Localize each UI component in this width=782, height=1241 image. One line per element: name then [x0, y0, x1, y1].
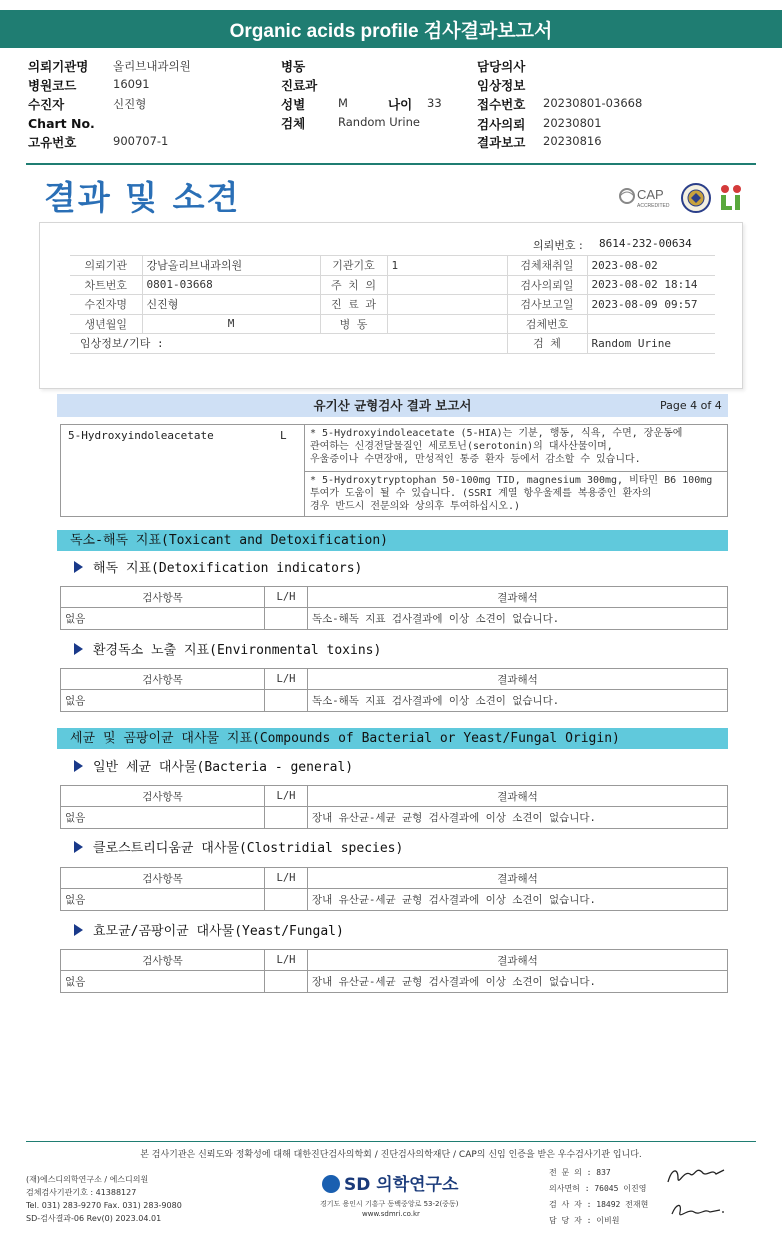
- cell: 없음: [61, 608, 265, 630]
- cell: 병 동: [320, 314, 387, 334]
- table-header-row: [61, 950, 728, 971]
- table-header-row: [61, 587, 728, 608]
- header-cell: 검사항목: [61, 669, 265, 690]
- lab-address-block: (재)에스디의학연구소 / 에스디의원 검체검사기관기호 : 41388127 Tel. 031) 283-9270 Fax. 031) 283-9080 SD-검사결과-06 Rev(0) 2023.04.01: [26, 1175, 182, 1223]
- table-header-row: [61, 868, 728, 889]
- recommendation-note: * 5-Hydroxytryptophan 50-100mg TID, magnesium 300mg, 비타민 B6 100mg 투여가 도움이 될 수 있습니다. (SSRI 계열 항우울제를 복용중인 환자의 경우 반드시 전문의와 상의후 투여하십시오.): [310, 475, 713, 512]
- cell: 0801-03668: [142, 275, 320, 295]
- info-value: Random Urine: [338, 115, 420, 129]
- header-cell: 결과해석: [308, 868, 728, 889]
- result-table: [60, 586, 728, 630]
- cell: 없음: [61, 807, 265, 829]
- table-row: [61, 608, 728, 630]
- signature-image: [664, 1196, 734, 1224]
- header-cell: L/H: [265, 868, 308, 889]
- header-cell: 검사항목: [61, 868, 265, 889]
- cell: 검체채취일: [507, 256, 587, 276]
- header-cell: L/H: [265, 587, 308, 608]
- result-table: [60, 949, 728, 993]
- header-cell: 결과해석: [308, 669, 728, 690]
- sd-logo: SD 의학연구소: [322, 1170, 458, 1195]
- info-label: 고유번호: [28, 135, 77, 150]
- cell: 2023-08-02: [587, 256, 715, 276]
- subsection-title: 클로스트리디움균 대사물(Clostridial species): [74, 837, 403, 856]
- triangle-right-icon: [74, 924, 83, 936]
- cell: 장내 유산균-세균 균형 검사결과에 이상 소견이 없습니다.: [308, 889, 728, 911]
- info-label: 병동: [281, 59, 306, 74]
- table-row: [61, 971, 728, 993]
- table-header-row: [61, 669, 728, 690]
- cell: 검사의뢰일: [507, 275, 587, 295]
- result-table: [60, 668, 728, 712]
- cap-accredited-logo: [618, 184, 676, 210]
- cell: [265, 889, 308, 911]
- header-cell: 결과해석: [308, 950, 728, 971]
- cell: 없음: [61, 971, 265, 993]
- signature-image: [664, 1162, 734, 1190]
- result-table: [60, 785, 728, 829]
- result-table: [60, 867, 728, 911]
- divider: [304, 471, 728, 472]
- cell: 수진자명: [70, 295, 142, 315]
- cell: 독소-해독 지표 검사결과에 이상 소견이 없습니다.: [308, 690, 728, 712]
- cell: 검체번호: [507, 314, 587, 334]
- subsection-title: 일반 세균 대사물(Bacteria - general): [74, 756, 353, 775]
- info-value: 16091: [113, 77, 150, 91]
- cell: [265, 608, 308, 630]
- clinical-info-label: 임상정보/기타 :: [70, 334, 507, 354]
- cell: 2023-08-02 18:14: [587, 275, 715, 295]
- cell: [387, 275, 507, 295]
- cell: 신진형: [142, 295, 320, 315]
- table-row: [61, 690, 728, 712]
- section-title: 독소-해독 지표(Toxicant and Detoxification): [70, 533, 388, 548]
- analyte-lh: L: [280, 429, 287, 442]
- header-cell: 검사항목: [61, 786, 265, 807]
- certification-notice: 본 검사기관은 신뢰도와 정확성에 대해 대한진단검사의학회 / 진단검사의학재단 / CAP의 신임 인증을 받은 우수검사기관 입니다.: [140, 1150, 642, 1160]
- triangle-right-icon: [74, 760, 83, 772]
- info-label: 접수번호: [477, 97, 526, 112]
- info-value: M: [338, 96, 348, 110]
- triangle-right-icon: [74, 561, 83, 573]
- subsection-title: 효모균/곰팡이균 대사물(Yeast/Fungal): [74, 920, 344, 939]
- cell: 주 치 의: [320, 275, 387, 295]
- cell: 독소-해독 지표 검사결과에 이상 소견이 없습니다.: [308, 608, 728, 630]
- table-header-row: [61, 786, 728, 807]
- triangle-right-icon: [74, 643, 83, 655]
- info-value: 올리브내과의원: [113, 59, 191, 73]
- request-no-label: 의뢰번호 :: [533, 239, 583, 252]
- info-label: 성별: [281, 97, 306, 112]
- info-label: 병원코드: [28, 78, 77, 93]
- table-row: [70, 275, 715, 295]
- table-row: [70, 295, 715, 315]
- info-label: 나이: [388, 97, 413, 112]
- header-cell: L/H: [265, 669, 308, 690]
- cell: [265, 690, 308, 712]
- table-row: [70, 314, 715, 334]
- cell: 진 료 과: [320, 295, 387, 315]
- info-label: 검체: [281, 116, 306, 131]
- divider: [26, 163, 756, 165]
- info-label: 진료과: [281, 78, 318, 93]
- cell: [387, 314, 507, 334]
- cell: 없음: [61, 889, 265, 911]
- table-row: [61, 807, 728, 829]
- info-label: 임상정보: [477, 78, 526, 93]
- info-value: 33: [427, 96, 442, 110]
- info-label: 담당의사: [477, 59, 526, 74]
- cell: M: [142, 314, 320, 334]
- info-label: 검사의뢰: [477, 117, 526, 132]
- header-cell: L/H: [265, 950, 308, 971]
- header-cell: 결과해석: [308, 587, 728, 608]
- cell: 검사보고일: [507, 295, 587, 315]
- cap-text: CAP: [637, 187, 664, 202]
- cap-sub-text: ACCREDITED: [637, 203, 670, 209]
- table-row: [70, 334, 715, 354]
- info-value: 20230801: [543, 116, 602, 130]
- cell: [265, 971, 308, 993]
- cell: [265, 807, 308, 829]
- info-label: 수진자: [28, 97, 65, 112]
- cell: 없음: [61, 690, 265, 712]
- cell: 기관기호: [320, 256, 387, 276]
- seal-logo: [681, 183, 711, 213]
- info-value: 20230801-03668: [543, 96, 643, 110]
- cell: 장내 유산균-세균 균형 검사결과에 이상 소견이 없습니다.: [308, 971, 728, 993]
- info-value: 20230816: [543, 134, 602, 148]
- header-cell: 검사항목: [61, 587, 265, 608]
- report-header-title: Organic acids profile 검사결과보고서: [0, 10, 782, 48]
- signatories: 전 문 의 : 837 의사면허 : 76045 이진영 검 사 자 : 18492 전재현 담 당 자 : 이비원: [549, 1168, 649, 1225]
- cell: 강남올리브내과의원: [142, 256, 320, 276]
- subsection-title: 환경독소 노출 지표(Environmental toxins): [74, 639, 381, 658]
- sd-circle-icon: [322, 1175, 340, 1193]
- analyte-name: 5-Hydroxyindoleacetate: [68, 429, 214, 442]
- brand-url: www.sdmri.co.kr: [362, 1210, 420, 1218]
- header-cell: 결과해석: [308, 786, 728, 807]
- header-cell: 검사항목: [61, 950, 265, 971]
- table-row: [70, 256, 715, 276]
- cell: 장내 유산균-세균 균형 검사결과에 이상 소견이 없습니다.: [308, 807, 728, 829]
- subsection-title: 해독 지표(Detoxification indicators): [74, 557, 362, 576]
- cell: 1: [387, 256, 507, 276]
- info-value: 신진형: [113, 97, 147, 111]
- cell: 2023-08-09 09:57: [587, 295, 715, 315]
- page-title: 결과 및 소견: [44, 178, 241, 217]
- brand-address: 경기도 용인시 기흥구 동백중앙로 53-2(중동): [320, 1200, 459, 1208]
- divider: [26, 1141, 756, 1142]
- patient-table: [70, 255, 715, 354]
- table-row: [61, 889, 728, 911]
- page-number: Page 4 of 4: [660, 399, 722, 412]
- request-no-value: 8614-232-00634: [599, 237, 692, 250]
- info-label: Chart No.: [28, 116, 95, 131]
- cell: 의뢰기관: [70, 256, 142, 276]
- cell: [587, 314, 715, 334]
- cell: [387, 295, 507, 315]
- header-cell: L/H: [265, 786, 308, 807]
- info-value: 900707-1: [113, 134, 169, 148]
- cell: 차트번호: [70, 275, 142, 295]
- info-label: 의뢰기관명: [28, 59, 89, 74]
- triangle-right-icon: [74, 841, 83, 853]
- section-title: 세균 및 곰팡이균 대사물 지표(Compounds of Bacterial or Yeast/Fungal Origin): [70, 731, 620, 746]
- cell: Random Urine: [587, 334, 715, 354]
- cell: 생년월일: [70, 314, 142, 334]
- li-logo: [718, 184, 744, 212]
- info-label: 결과보고: [477, 135, 526, 150]
- report-title: 유기산 균형검사 결과 보고서: [313, 398, 472, 413]
- interpretation-note: * 5-Hydroxyindoleacetate (5-HIA)는 기분, 행동, 식욕, 수면, 장운동에 관여하는 신경전달물질인 세로토닌(serotonin)의 대사산물이며, 우울증이나 수면장애, 만성적인 통증 환자 등에서 감소할 수 있습니다.: [310, 428, 683, 465]
- cell: 검 체: [507, 334, 587, 354]
